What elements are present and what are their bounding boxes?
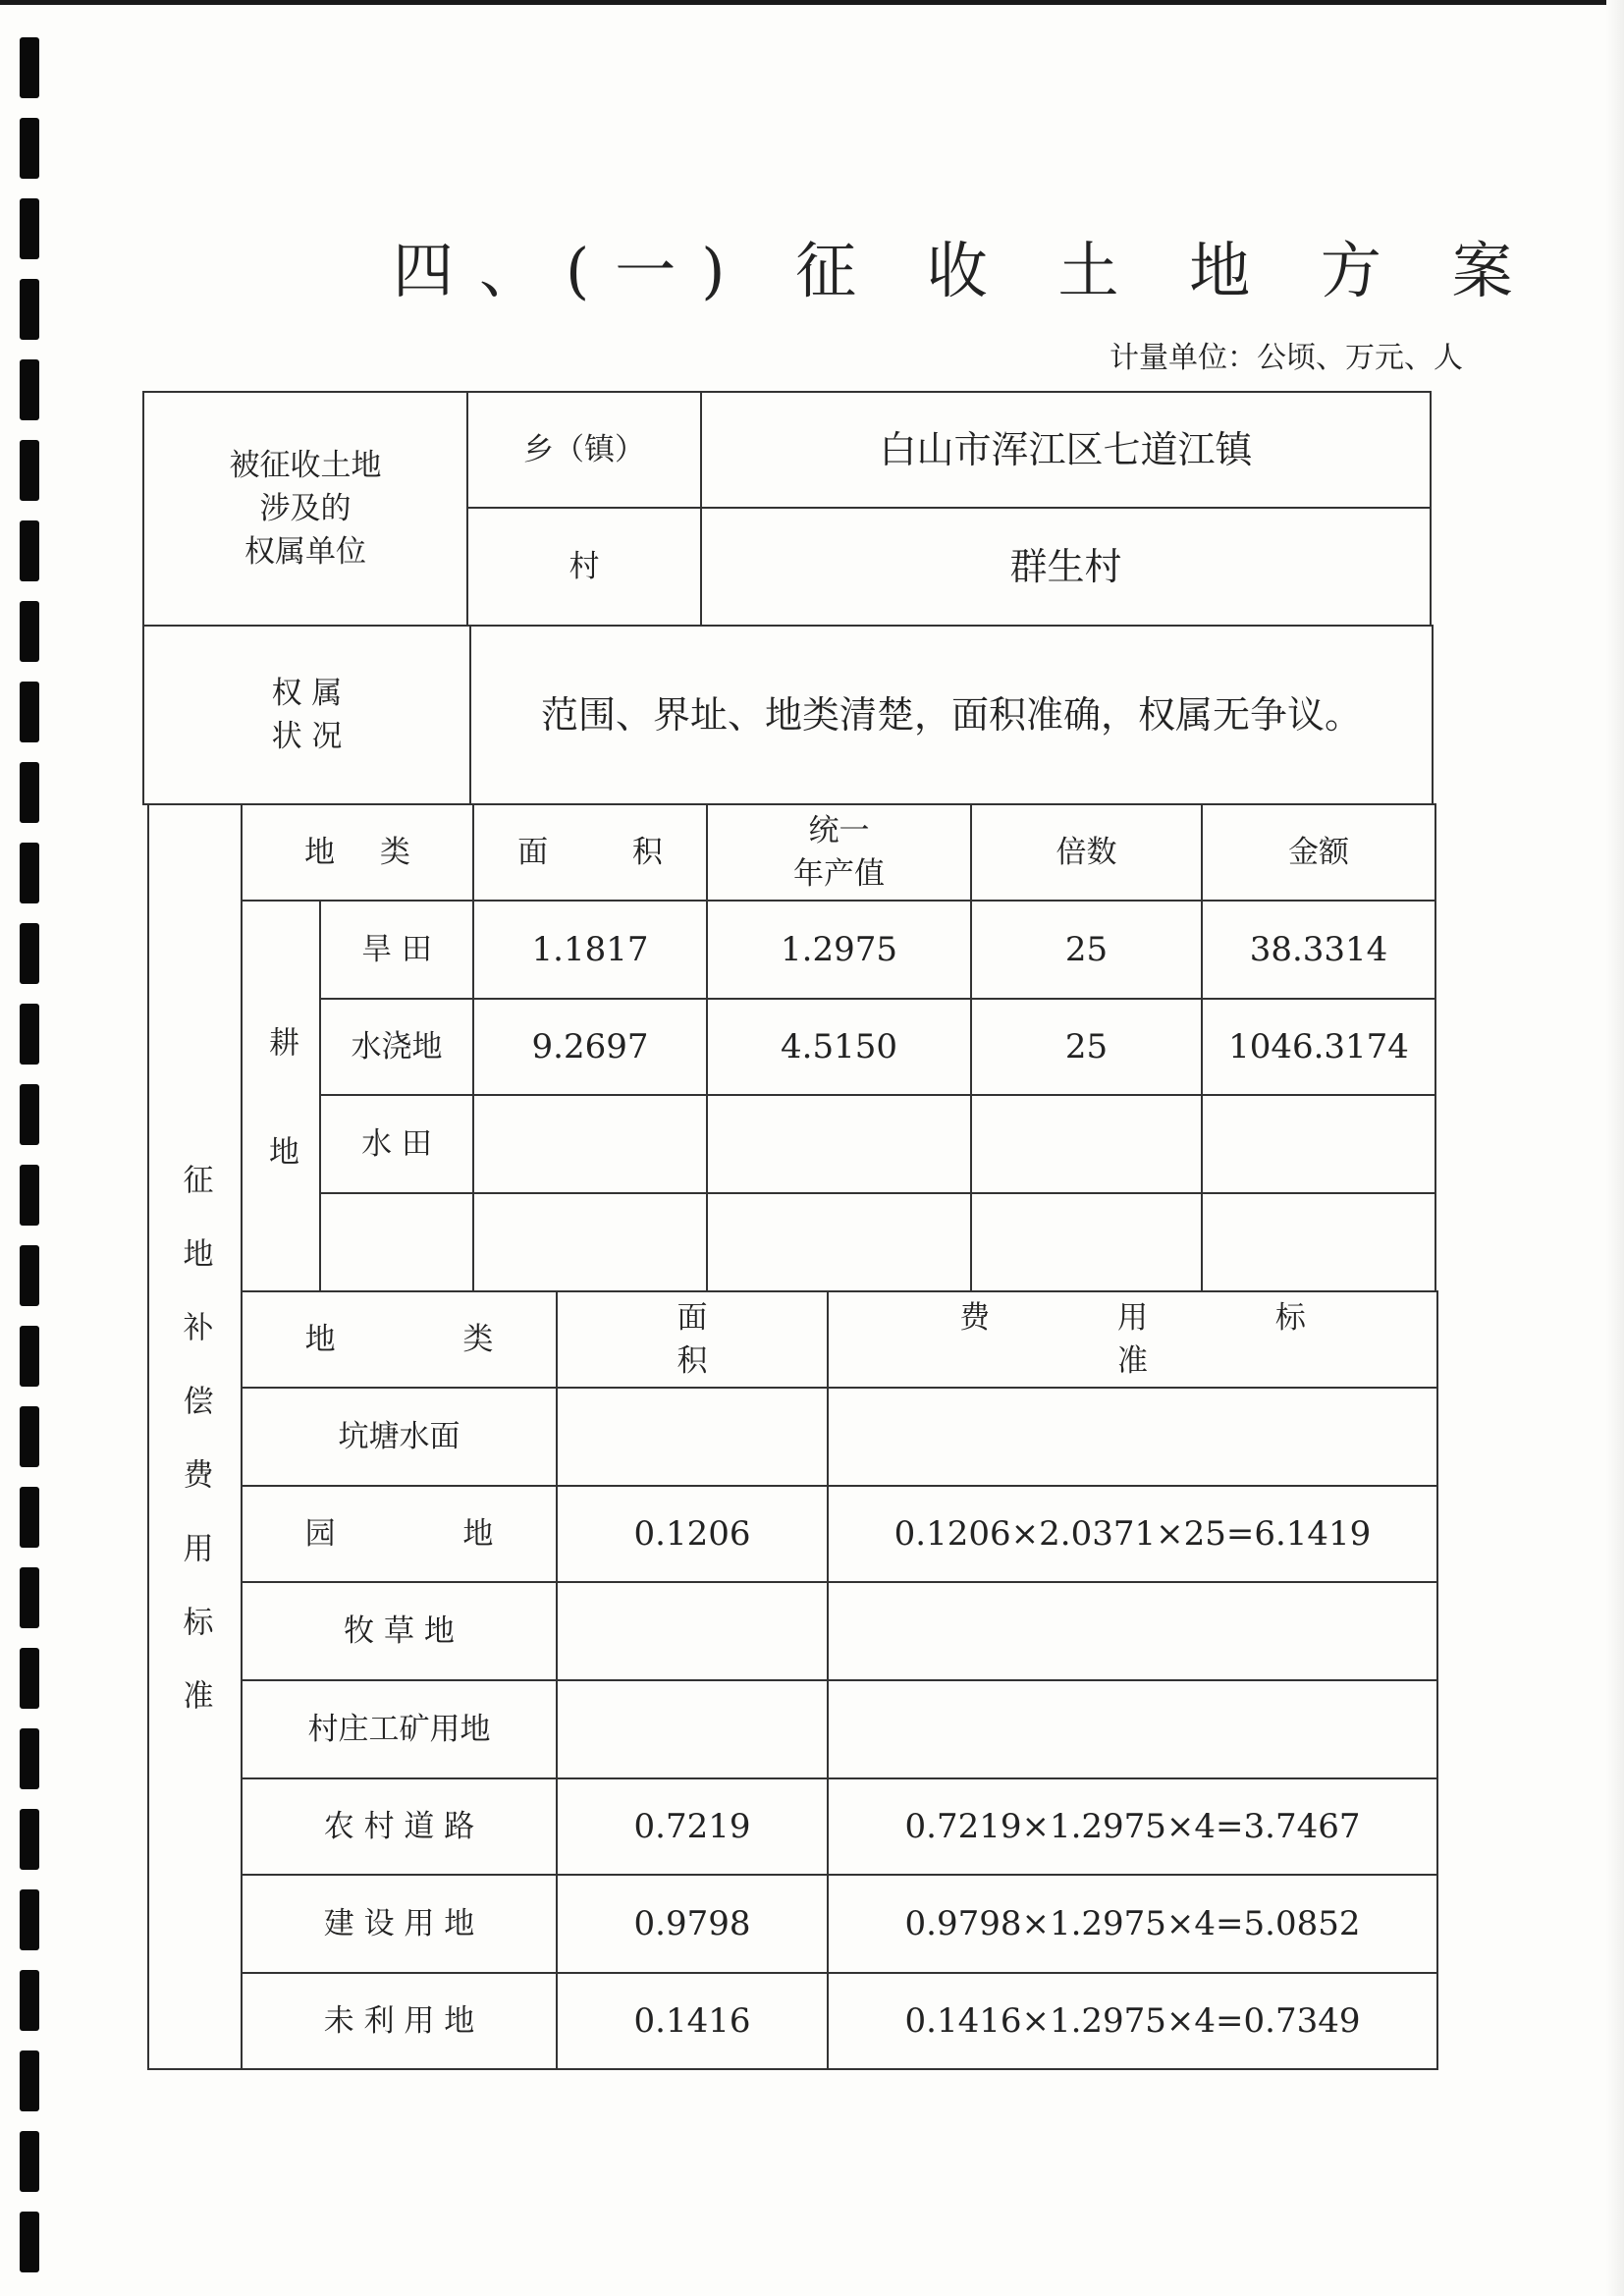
other-row-standard: 0.7219×1.2975×4=3.7467 [827,1777,1438,1876]
other-row-area [556,1387,829,1487]
village-label: 村 [466,507,702,627]
cultivated-row-type [319,1192,474,1292]
cultivated-header-multiplier: 倍数 [970,803,1203,902]
cultivated-header-unified-value: 统一 年产值 [706,803,972,902]
other-row-type: 园 地 [241,1485,558,1583]
other-row-area [556,1581,829,1681]
other-row-area: 0.1206 [556,1485,829,1583]
cultivated-row-amount [1201,1192,1436,1292]
other-header-standard: 费 用 标 准 [827,1290,1438,1389]
cultivated-row-amount: 38.3314 [1201,900,1436,1000]
other-row-type: 未 利 用 地 [241,1972,558,2070]
other-row-area: 0.1416 [556,1972,829,2070]
other-header-area: 面 积 [556,1290,829,1389]
compensation-side-label: 征地补偿费用标准 [147,803,243,2070]
cultivated-row-amount [1201,1094,1436,1194]
other-row-type: 坑塘水面 [241,1387,558,1487]
other-row-area: 0.7219 [556,1777,829,1876]
other-row-type: 建 设 用 地 [241,1874,558,1974]
cultivated-row-area [472,1192,708,1292]
status-label: 权 属 状 况 [142,625,471,805]
cultivated-row-area: 1.1817 [472,900,708,1000]
other-row-type: 牧 草 地 [241,1581,558,1681]
other-row-type: 村庄工矿用地 [241,1679,558,1779]
cultivated-row-multiplier: 25 [970,998,1203,1096]
other-row-standard: 0.9798×1.2975×4=5.0852 [827,1874,1438,1974]
document-title: 四、(一) 征 收 土 地 方 案 [393,235,1539,306]
cultivated-row-type: 旱 田 [319,900,474,1000]
cultivated-row-type: 水浇地 [319,998,474,1096]
other-row-standard [827,1387,1438,1487]
cultivated-header-land-type: 地 类 [241,803,474,902]
other-header-land-type: 地 类 [241,1290,558,1389]
cultivated-row-amount: 1046.3174 [1201,998,1436,1096]
township-value: 白山市浑江区七道江镇 [700,391,1432,509]
other-row-area [556,1679,829,1779]
cultivated-group-label: 耕地 [241,900,321,1292]
unit-note: 计量单位：公顷、万元、人 [1110,341,1463,375]
cultivated-row-value: 4.5150 [706,998,972,1096]
township-label: 乡（镇） [466,391,702,509]
cultivated-row-area [472,1094,708,1194]
cultivated-row-area: 9.2697 [472,998,708,1096]
cultivated-row-multiplier: 25 [970,900,1203,1000]
status-value: 范围、界址、地类清楚，面积准确，权属无争议。 [469,625,1434,805]
cultivated-row-value [706,1094,972,1194]
cultivated-row-multiplier [970,1094,1203,1194]
other-row-area: 0.9798 [556,1874,829,1974]
cultivated-row-multiplier [970,1192,1203,1292]
cultivated-header-amount: 金额 [1201,803,1436,902]
cultivated-header-area: 面 积 [472,803,708,902]
other-row-standard [827,1679,1438,1779]
other-row-standard: 0.1206×2.0371×25=6.1419 [827,1485,1438,1583]
village-value: 群生村 [700,507,1432,627]
cultivated-row-value [706,1192,972,1292]
other-row-type: 农 村 道 路 [241,1777,558,1876]
cultivated-row-value: 1.2975 [706,900,972,1000]
cultivated-row-type: 水 田 [319,1094,474,1194]
other-row-standard [827,1581,1438,1681]
other-row-standard: 0.1416×1.2975×4=0.7349 [827,1972,1438,2070]
ownership-label: 被征收土地 涉及的 权属单位 [142,391,468,627]
